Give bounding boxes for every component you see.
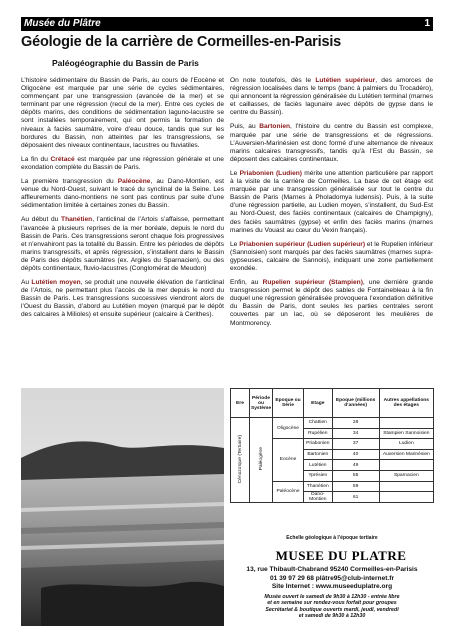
table-row: Dano-Montien 61 [231, 492, 434, 503]
paragraph: On note toutefois, dès le Lutétien supérieur, des amorces de régression localisées dans le temps (banc à palmiers du Trocadéro), qui annoncent la régression généralisée du Lutétien terminal (marnes et caillasses, de faciès lagunaire avec dépôts de gypse dans le centre du Bassin). [230, 77, 434, 117]
paragraph: La première transgression du Paléocène, au Dano-Montien, est venue du Nord-Ouest, suivant le tracé du synclinal de la Seine. Les affleurements dano-montiens ne sont pas continus par suite d’une sédimentation limitée à certaines zones du Bassin. [21, 178, 224, 210]
table-row: Rupélien 34 Stampien Sannoisien [231, 428, 434, 439]
table-row: Yprésien 55 Sparnacien [231, 470, 434, 481]
phone-email: 01 39 97 29 68 plâtre95@club-internet.fr [269, 574, 395, 582]
contact-block [230, 566, 434, 592]
table-row: Cénozoïque (Tertiaire) Paléogène Oligocène Chattien 28 [231, 418, 434, 429]
geologic-scale-table [230, 388, 434, 503]
museum-logo [275, 546, 407, 564]
table-row: Bartonien 40 Auversien Marinésien [231, 449, 434, 460]
page-number: 1 [424, 18, 430, 29]
table-row: Lutétien 49 [231, 460, 434, 471]
page-title: Géologie de la carrière de Cormeilles-en-Parisis [21, 34, 342, 50]
table-row: Paléocène Thanétien 59 [231, 481, 434, 492]
paragraph: La fin du Crétacé est marquée par une régression générale et une exondation complète du Bassin de Paris. [21, 155, 224, 171]
paragraph: Le Priabonien (Ludien) mérite une attention particulière par rapport à la visite de la carrière de Cormeilles. La base de cet étage est marquée par une transgression généralisée sur tout le centre du Bassin de Paris (Marnes à Pholadomya ludensis). Puis, à la suite d’une régression partielle, au Ludien moyen, s’installent, du Sud-Est au Nord-Ouest, des faciès continentaux (calcaires de Champigny), des faciès saumâtres (gypse) et enfin des faciès marins (marnes marines du Vouast au cœur du Vexin français). [230, 169, 433, 234]
table-caption: Echelle géologique à l’époque tertiaire [286, 535, 378, 541]
header-bar [21, 17, 433, 31]
paragraph: Le Priabonien supérieur (Ludien supérieur) et le Rupelien inférieur (Sannoisien) sont marqués par des faciès saumâtres (marnes supra-gypseuses, calcaire de Sannois), indiquant une zone partiellement exondée. [230, 240, 433, 272]
paragraph: L’histoire sédimentaire du Bassin de Paris, au cours de l’Eocène et Oligocène est marquée par une série de cycles sédimentaires, commençant par une transgression (avancée de la mer) et se terminant par une régression (recul de la mer). Entre ces cycles de dépôts marins, des conditions de sédimentation laguno-lacustre se sont installées temporairement, qui ont permis la formation de niveaux à faciès saumâtre, voire d’eau douce, tandis que sur les bordures du Bassin, non atteintes par les transgressions, se déposaient des niveaux continentaux, lacustres ou fluviatiles. [21, 77, 224, 149]
era-label: Cénozoïque (Tertiaire) [237, 434, 243, 484]
website: Site Internet : www.museeduplatre.org [271, 583, 393, 591]
paragraph: Au début du Thanétien, l’anticlinal de l’Artois s’affaisse, permettant l’avancée à plusieurs reprises de la mer boréale, depuis le nord du Bassin de Paris. Ces transgressions seront chaque fois progressives et n’envahiront pas la totalité du Bassin. Entre les périodes de dépôts marins transgressifs, et après régression, s’installent dans le Bassin de Paris des dépôts saumâtres (ex. Argiles du Sparnacien), ou des dépôts continentaux, fluvio-lacustres (Conglomérat de Meudon) [21, 216, 224, 272]
logo-text: MUSEE DU PLATRE [275, 548, 407, 563]
museum-name: Musée du Plâtre [24, 18, 101, 29]
right-column [230, 77, 433, 334]
paragraph: Au Lutétien moyen, se produit une nouvelle élévation de l’anticlinal de l’Artois, ne permettant plus l’accès de la mer depuis le nord du Bassin de Paris. Les transgressions successives viendront alors de l’Ouest du Bassin, d’abord au Lutétien moyen (marqué par le dépôt des calcaires à Milioles) et ensuite supérieur (calcaire à Cerithes). [21, 279, 224, 319]
section-subtitle: Paléogéographie du Bassin de Paris [52, 58, 199, 68]
left-column [21, 77, 224, 326]
period-label: Paléogène [258, 447, 264, 471]
table-row: Eocène Priabonien 37 Ludien [231, 439, 434, 450]
table-header-row: Ere Période ou Système Epoque ou Série Etage Epoque (millions d’années) Autres appellations des étages [231, 389, 434, 418]
paragraph: Puis, au Bartonien, l’histoire du centre du Bassin est complexe, marquée par une série de transgressions et de régressions. L’Auversien-Marinésien est donc formé d’une alternance de niveaux marins calcaires transgressifs, tandis qu’à l’Est du Bassin, se déposent des calcaires continentaux. [230, 123, 433, 163]
paragraph: Enfin, au Rupelien supérieur (Stampien), une dernière grande transgression permet le dépôt des sables de Fontainebleau à la fin duquel une régression généralisée provoquera l’exondation définitive du Bassin de Paris, dont seules les parties centrales seront couvertes par un lac, où se déposeront les meulières de Montmorency. [230, 279, 433, 327]
opening-hours: Musée ouvert le samedi de 9h30 à 12h30 - entrée libre et en semaine sur rendez-vous forfait pour groupes Secrétariat & boutique ouverts mardi, jeudi, vendredi et samedi de 9h30 à 12h30 [264, 594, 400, 620]
quarry-photo [21, 388, 224, 626]
address: 13, rue Thibault-Chabrand 95240 Cormeilles-en-Parisis [246, 566, 418, 573]
